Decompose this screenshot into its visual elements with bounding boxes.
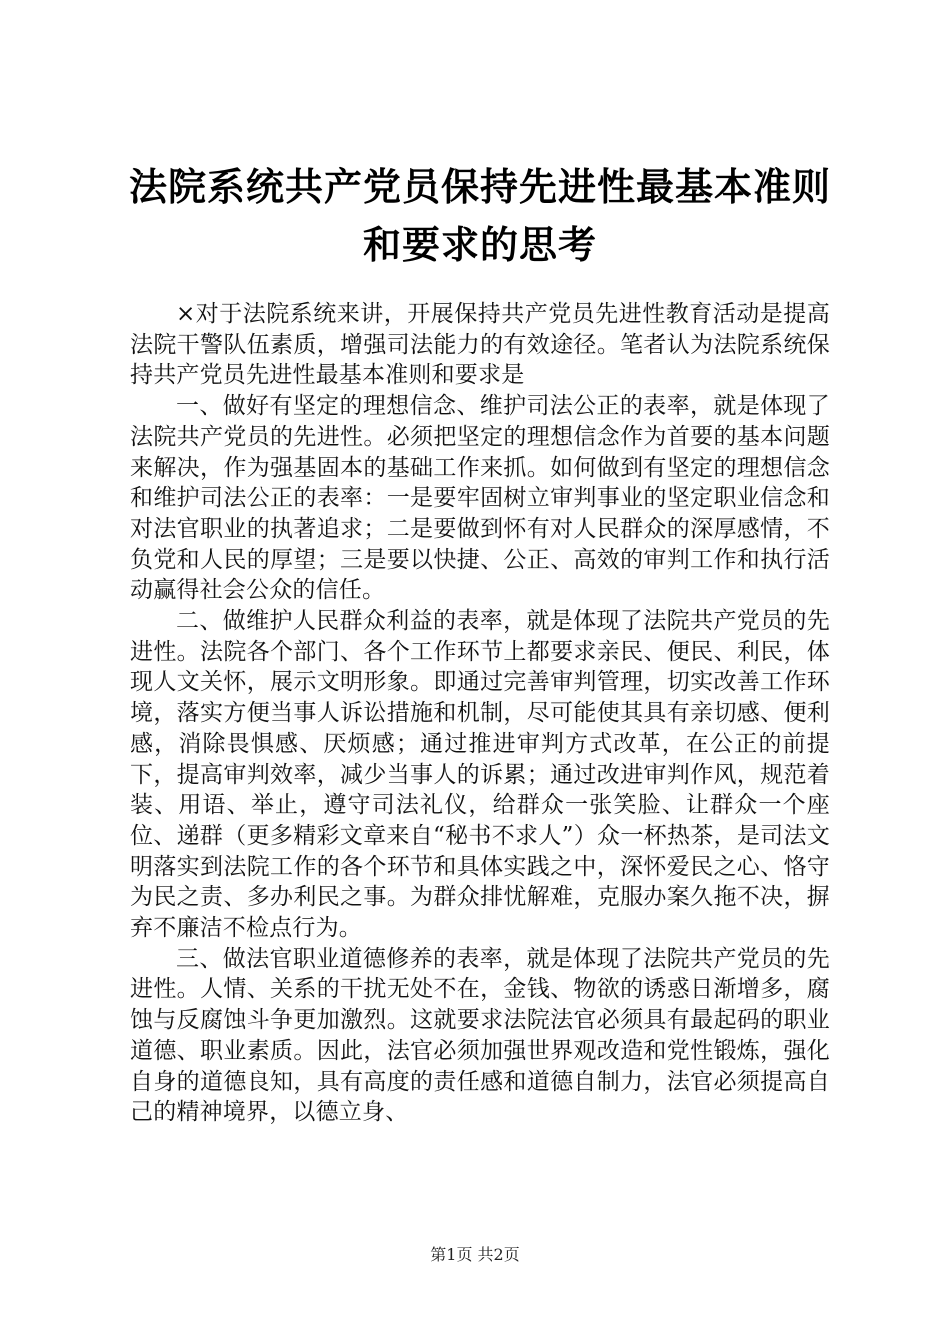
paragraph-section-1: 一、做好有坚定的理想信念、维护司法公正的表率，就是体现了法院共产党员的先进性。必须把坚定的理想信念作为首要的基本问题来解决，作为强基固本的基础工作来抓。如何做到有坚定的理想信念和维护司法公正的表率：一是要牢固树立审判事业的坚定职业信念和对法官职业的执著追求；二是要做到怀有对人民群众的深厚感情，不负党和人民的厚望；三是要以快捷、公正、高效的审判工作和执行活动赢得社会公众的信任。 <box>130 393 830 604</box>
paragraph-section-2: 二、做维护人民群众利益的表率，就是体现了法院共产党员的先进性。法院各个部门、各个工作环节上都要求亲民、便民、利民，体现人文关怀，展示文明形象。即通过完善审判管理，切实改善工作环境，落实方便当事人诉讼措施和机制，尽可能使其具有亲切感、便利感，消除畏惧感、厌烦感；通过推进审判方式改革，在公正的前提下，提高审判效率，减少当事人的诉累；通过改进审判作风，规范着装、用语、举止，遵守司法礼仪，给群众一张笑脸、让群众一个座位、递群（更多精彩文章来自“秘书不求人”）众一杯热茶，是司法文明落实到法院工作的各个环节和具体实践之中，深怀爱民之心、恪守为民之责、多办利民之事。为群众排忧解难，克服办案久拖不决，摒弃不廉洁不检点行为。 <box>130 608 830 942</box>
page-number-footer: 第1页 共2页 <box>430 1245 520 1264</box>
paragraph-section-3: 三、做法官职业道德修养的表率，就是体现了法院共产党员的先进性。人情、关系的干扰无处不在，金钱、物欲的诱惑日渐增多，腐蚀与反腐蚀斗争更加激烈。这就要求法院法官必须具有最起码的职业道德、职业素质。因此，法官必须加强世界观改造和党性锻炼，强化自身的道德良知，具有高度的责任感和道德自制力，法官必须提高自己的精神境界，以德立身、 <box>130 945 830 1126</box>
paragraph-intro: ×对于法院系统来讲，开展保持共产党员先进性教育活动是提高法院干警队伍素质，增强司法能力的有效途径。笔者认为法院系统保持共产党员先进性最基本准则和要求是 <box>130 301 830 389</box>
document-title: 法院系统共产党员保持先进性最基本准则和要求的思考 <box>128 165 831 267</box>
document-body <box>130 299 830 1128</box>
